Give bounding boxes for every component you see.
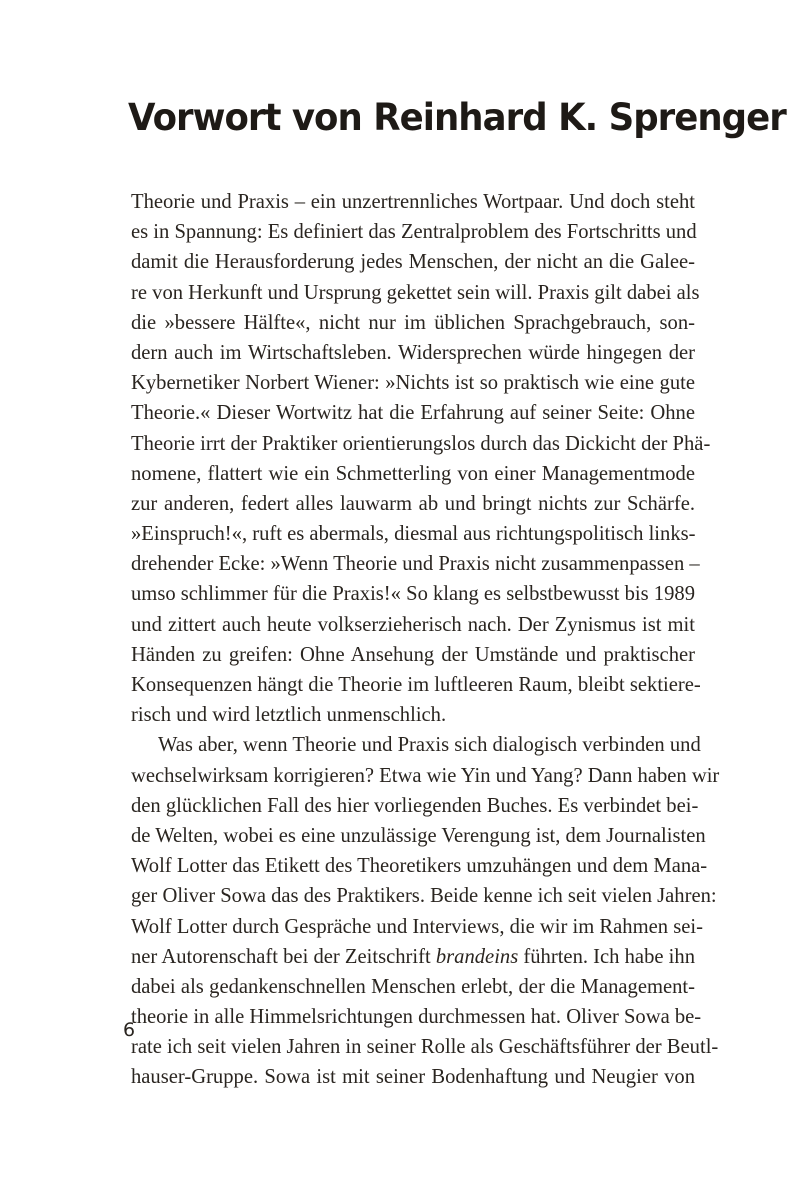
text-line: ger Oliver Sowa das des Praktikers. Beide kenne ich seit vielen Jahren: (131, 885, 717, 908)
text-line: Theorie.« Dieser Wortwitz hat die Erfahrung auf seiner Seite: Ohne (131, 402, 695, 425)
text-line: und zittert auch heute volkserzieherisch nach. Der Zynismus ist mit (131, 613, 695, 636)
text-line: re von Herkunft und Ursprung gekettet sein will. Praxis gilt dabei als (131, 281, 700, 304)
text-line: zur anderen, federt alles lauwarm ab und bringt nichts zur Schärfe. (131, 492, 695, 515)
text-line: Theorie irrt der Praktiker orientierungslos durch das Dickicht der Phä- (131, 432, 711, 455)
text-line: Wolf Lotter durch Gespräche und Interviews, die wir im Rahmen sei- (131, 915, 703, 938)
text-line: dern auch im Wirtschaftsleben. Widersprechen würde hingegen der (131, 341, 695, 364)
paragraph-1 (131, 187, 711, 730)
paragraph-2 (131, 730, 720, 1092)
magazine-title: brandeins (435, 945, 519, 968)
body-text (131, 187, 720, 1093)
chapter-heading: Vorwort von Reinhard K. Sprenger (128, 96, 786, 139)
text-line: damit die Herausforderung jedes Menschen, der nicht an die Galee- (131, 251, 695, 274)
text-line: Kybernetiker Norbert Wiener: »Nichts ist so praktisch wie eine gute (131, 372, 695, 395)
text-line: drehender Ecke: »Wenn Theorie und Praxis nicht zusammenpassen – (131, 553, 700, 576)
text-line: Konsequenzen hängt die Theorie im luftleeren Raum, bleibt sektiere- (131, 674, 701, 696)
text-line: »Einspruch!«, ruft es abermals, diesmal aus richtungspolitisch links- (131, 523, 696, 546)
text-line: hauser-Gruppe. Sowa ist mit seiner Bodenhaftung und Neugier von (131, 1066, 695, 1089)
text-segment: führten. Ich habe ihn (518, 945, 695, 968)
text-line: den glücklichen Fall des hier vorliegenden Buches. Es verbindet bei- (131, 794, 699, 817)
text-segment: ner Autorenschaft bei der Zeitschrift (131, 945, 436, 968)
text-line: es in Spannung: Es definiert das Zentralproblem des Fortschritts und (131, 221, 697, 244)
page-number: 6 (123, 1019, 136, 1041)
text-line: theorie in alle Himmelsrichtungen durchmessen hat. Oliver Sowa be- (131, 1006, 702, 1029)
text-line: Wolf Lotter das Etikett des Theoretikers umzuhängen und dem Mana- (131, 855, 708, 878)
text-line: Händen zu greifen: Ohne Ansehung der Umstände und praktischer (131, 643, 695, 666)
text-line: nomene, flattert wie ein Schmetterling von einer Managementmode (131, 462, 695, 485)
text-line: de Welten, wobei es eine unzulässige Verengung ist, dem Journalisten (131, 824, 706, 847)
text-line-with-italic (131, 942, 695, 972)
text-line: Was aber, wenn Theorie und Praxis sich dialogisch verbinden und (158, 734, 701, 757)
text-line: die »bessere Hälfte«, nicht nur im üblichen Sprachgebrauch, son- (131, 311, 695, 334)
text-line: Theorie und Praxis – ein unzertrennliches Wortpaar. Und doch steht (131, 191, 695, 213)
text-line: rate ich seit vielen Jahren in seiner Rolle als Geschäftsführer der Beutl- (131, 1036, 719, 1059)
text-line: risch und wird letztlich unmenschlich. (131, 704, 447, 727)
text-line: dabei als gedankenschnellen Menschen erlebt, der die Management- (131, 975, 695, 998)
text-line: umso schlimmer für die Praxis!« So klang es selbstbewusst bis 1989 (131, 583, 695, 606)
text-line: wechselwirksam korrigieren? Etwa wie Yin und Yang? Dann haben wir (131, 764, 720, 787)
